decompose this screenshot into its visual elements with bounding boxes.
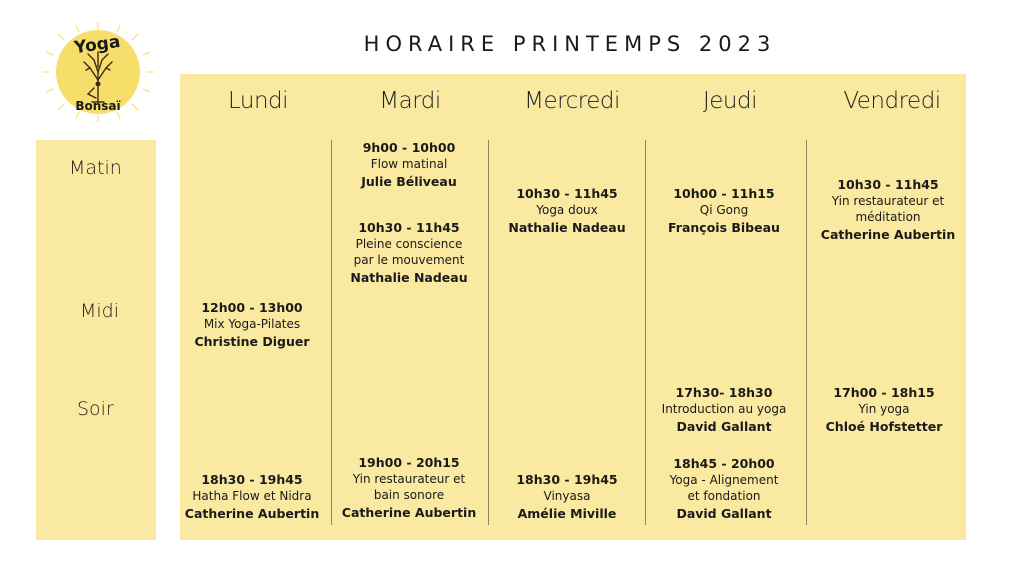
class-teacher: Catherine Aubertin	[184, 506, 320, 521]
class-name: Qi Gong	[699, 203, 749, 217]
class-time: 10h30 - 11h45	[516, 186, 618, 201]
class-time: 10h30 - 11h45	[358, 220, 460, 235]
class-teacher: David Gallant	[676, 506, 772, 521]
class-teacher: François Bibeau	[668, 220, 780, 235]
class-block	[174, 472, 330, 522]
class-teacher: Chloé Hofstetter	[825, 419, 943, 434]
class-block	[174, 300, 330, 350]
yoga-bonsai-logo	[38, 22, 158, 122]
class-time: 17h30- 18h30	[675, 385, 773, 400]
class-time: 18h30 - 19h45	[201, 472, 303, 487]
class-block	[646, 456, 802, 522]
class-name: méditation	[855, 210, 921, 224]
class-time: 10h00 - 11h15	[673, 186, 775, 201]
class-teacher: David Gallant	[676, 419, 772, 434]
class-block	[810, 177, 966, 243]
class-teacher: Amélie Miville	[517, 506, 617, 521]
logo-text-yoga: Yoga	[73, 31, 122, 59]
class-time: 18h30 - 19h45	[516, 472, 618, 487]
class-time: 17h00 - 18h15	[833, 385, 935, 400]
class-name: Pleine conscience	[355, 237, 463, 251]
class-teacher: Nathalie Nadeau	[350, 270, 468, 285]
class-name: bain sonore	[373, 488, 445, 502]
class-teacher: Catherine Aubertin	[820, 227, 956, 242]
class-name: Yin restaurateur et	[831, 194, 945, 208]
class-name: Yoga doux	[536, 203, 598, 217]
class-block	[331, 220, 487, 286]
class-time: 10h30 - 11h45	[837, 177, 939, 192]
day-lundi: Lundi	[227, 88, 289, 114]
class-teacher: Julie Béliveau	[361, 174, 457, 189]
class-time: 19h00 - 20h15	[358, 455, 460, 470]
class-time: 9h00 - 10h00	[362, 140, 456, 155]
class-teacher: Catherine Aubertin	[341, 505, 477, 520]
class-block	[489, 186, 645, 236]
class-time: 18h45 - 20h00	[673, 456, 775, 471]
class-name: par le mouvement	[353, 253, 465, 267]
class-block	[489, 472, 645, 522]
class-block	[806, 385, 962, 435]
day-vendredi: Vendredi	[843, 88, 941, 114]
class-name: Yoga - Alignement	[669, 473, 779, 487]
class-name: Introduction au yoga	[661, 402, 787, 416]
class-block	[646, 186, 802, 236]
class-teacher: Nathalie Nadeau	[508, 220, 626, 235]
day-mercredi: Mercredi	[524, 88, 620, 114]
class-time: 12h00 - 13h00	[201, 300, 303, 315]
class-teacher: Christine Diguer	[194, 334, 310, 349]
period-soir: Soir	[77, 398, 114, 420]
class-name: et fondation	[687, 489, 761, 503]
period-midi: Midi	[80, 300, 120, 322]
class-name: Mix Yoga-Pilates	[203, 317, 301, 331]
page-title: HORAIRE PRINTEMPS 2023	[363, 32, 777, 56]
class-name: Flow matinal	[370, 157, 448, 171]
class-block	[646, 385, 802, 435]
class-block	[331, 455, 487, 521]
class-name: Yin yoga	[858, 402, 910, 416]
class-block	[331, 140, 487, 190]
logo-text-bonsai: Bonsaï	[75, 99, 121, 113]
column-divider	[806, 140, 807, 525]
class-name: Yin restaurateur et	[352, 472, 466, 486]
class-name: Vinyasa	[543, 489, 591, 503]
day-mardi: Mardi	[379, 88, 441, 114]
periods-panel	[36, 140, 156, 540]
class-name: Hatha Flow et Nidra	[192, 489, 312, 503]
day-jeudi: Jeudi	[702, 88, 757, 114]
period-matin: Matin	[69, 157, 122, 179]
